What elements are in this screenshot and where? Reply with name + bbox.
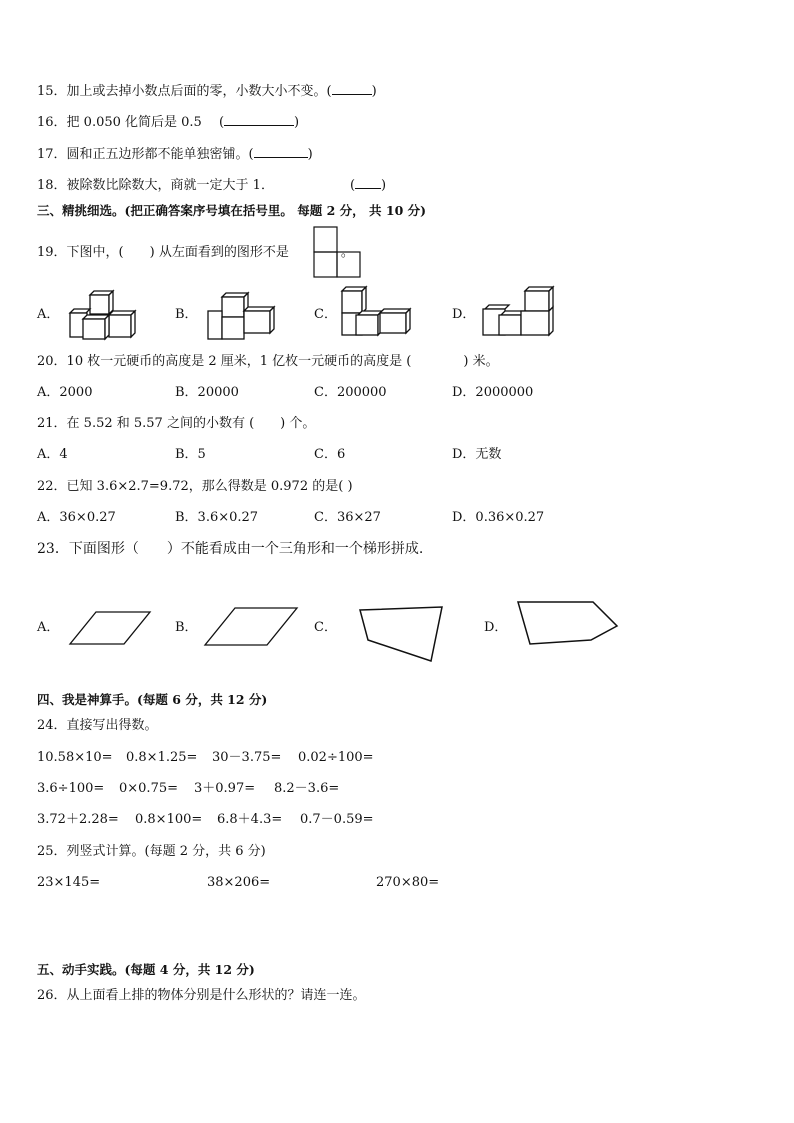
answer-blank[interactable] [355, 176, 381, 189]
option-c[interactable]: C． [314, 620, 337, 635]
cube-stack-d-icon [481, 285, 557, 341]
paren-open: ( [349, 178, 356, 193]
calc-item: 3.6÷100= [37, 781, 105, 796]
vertical-calc-item: 270×80= [376, 875, 440, 890]
option-b[interactable]: B． [175, 307, 198, 322]
question-17-text: 17．圆和正五边形都不能单独密铺。( [37, 147, 254, 162]
option-a[interactable]: A．36×0.27 [37, 510, 116, 525]
calc-item: 0.8×1.25= [126, 750, 198, 765]
option-d[interactable]: D． [452, 307, 476, 322]
cube-stack-a-icon [68, 289, 142, 343]
vertical-calc-item: 23×145= [37, 875, 101, 890]
paren-close: ) [294, 115, 300, 130]
calc-item: 3＋0.97= [194, 781, 256, 796]
question-21: 21．在 5.52 和 5.57 之间的小数有 ( ) 个。 [37, 416, 316, 431]
option-b[interactable]: B．20000 [175, 385, 239, 400]
left-view-figure [313, 226, 363, 280]
option-d[interactable]: D．2000000 [452, 385, 534, 400]
vertical-calc-item: 38×206= [207, 875, 271, 890]
question-23: 23．下面图形（ ）不能看成由一个三角形和一个梯形拼成. [37, 541, 424, 557]
calc-item: 0.7－0.59= [300, 812, 374, 827]
question-24: 24．直接写出得数。 [37, 718, 158, 733]
calc-item: 0×0.75= [119, 781, 179, 796]
option-d[interactable]: D．无数 [452, 447, 502, 462]
option-b[interactable]: B．3.6×0.27 [175, 510, 259, 525]
question-26: 26．从上面看上排的物体分别是什么形状的？请连一连。 [37, 988, 366, 1003]
section-5-heading: 五、动手实践。(每题 4 分，共 12 分) [37, 962, 255, 977]
question-20: 20．10 枚一元硬币的高度是 2 厘米，1 亿枚一元硬币的高度是 ( ) 米。 [37, 354, 499, 369]
calc-item: 10.58×10= [37, 750, 113, 765]
paren-close: ) [307, 147, 313, 162]
parallelogram-b-icon [203, 606, 299, 648]
option-a[interactable]: A． [37, 620, 60, 635]
option-a[interactable]: A．2000 [37, 385, 93, 400]
parallelogram-a-icon [68, 610, 152, 648]
quadrilateral-c-icon [358, 605, 444, 663]
paren-close: ) [381, 178, 387, 193]
question-19-text: 19．下图中，( ) 从左面看到的图形不是 [37, 245, 289, 260]
section-4-heading: 四、我是神算手。(每题 6 分，共 12 分) [37, 692, 268, 707]
option-c[interactable]: C．200000 [314, 385, 387, 400]
calc-item: 0.02÷100= [298, 750, 374, 765]
answer-blank[interactable] [224, 113, 294, 126]
question-18-text: 18．被除数比除数大，商就一定大于 1． [37, 178, 274, 193]
cube-stack-c-icon [340, 285, 414, 341]
pentagon-d-icon [515, 599, 621, 647]
option-d[interactable]: D．0.36×0.27 [452, 510, 545, 525]
option-a[interactable]: A． [37, 307, 60, 322]
calc-item: 6.8＋4.3= [217, 812, 283, 827]
option-c[interactable]: C．6 [314, 447, 346, 462]
calc-item: 8.2－3.6= [274, 781, 340, 796]
period: 。 [340, 245, 354, 260]
question-16 [37, 113, 299, 132]
cube-stack-b-icon [206, 291, 280, 343]
answer-blank[interactable] [254, 145, 308, 158]
question-22: 22．已知 3.6×2.7=9.72，那么得数是 0.972 的是( ) [37, 479, 353, 494]
option-d[interactable]: D． [484, 620, 508, 635]
calc-item: 3.72＋2.28= [37, 812, 119, 827]
option-a[interactable]: A．4 [37, 447, 68, 462]
question-25: 25．列竖式计算。(每题 2 分，共 6 分) [37, 844, 266, 859]
section-3-heading: 三、精挑细选。(把正确答案序号填在括号里。 每题 2 分， 共 10 分) [37, 203, 427, 218]
question-15 [37, 82, 377, 101]
paren-close: ) [371, 84, 377, 99]
option-c[interactable]: C． [314, 307, 337, 322]
option-b[interactable]: B．5 [175, 447, 206, 462]
question-19 [37, 244, 354, 262]
question-17 [37, 145, 313, 164]
question-16-text: 16．把 0.050 化简后是 0.5 ( [37, 115, 225, 130]
answer-blank[interactable] [332, 82, 372, 95]
option-c[interactable]: C．36×27 [314, 510, 381, 525]
option-b[interactable]: B． [175, 620, 198, 635]
question-18 [37, 176, 386, 195]
calc-item: 0.8×100= [135, 812, 203, 827]
calc-item: 30－3.75= [212, 750, 282, 765]
question-15-text: 15．加上或去掉小数点后面的零，小数大小不变。( [37, 84, 332, 99]
